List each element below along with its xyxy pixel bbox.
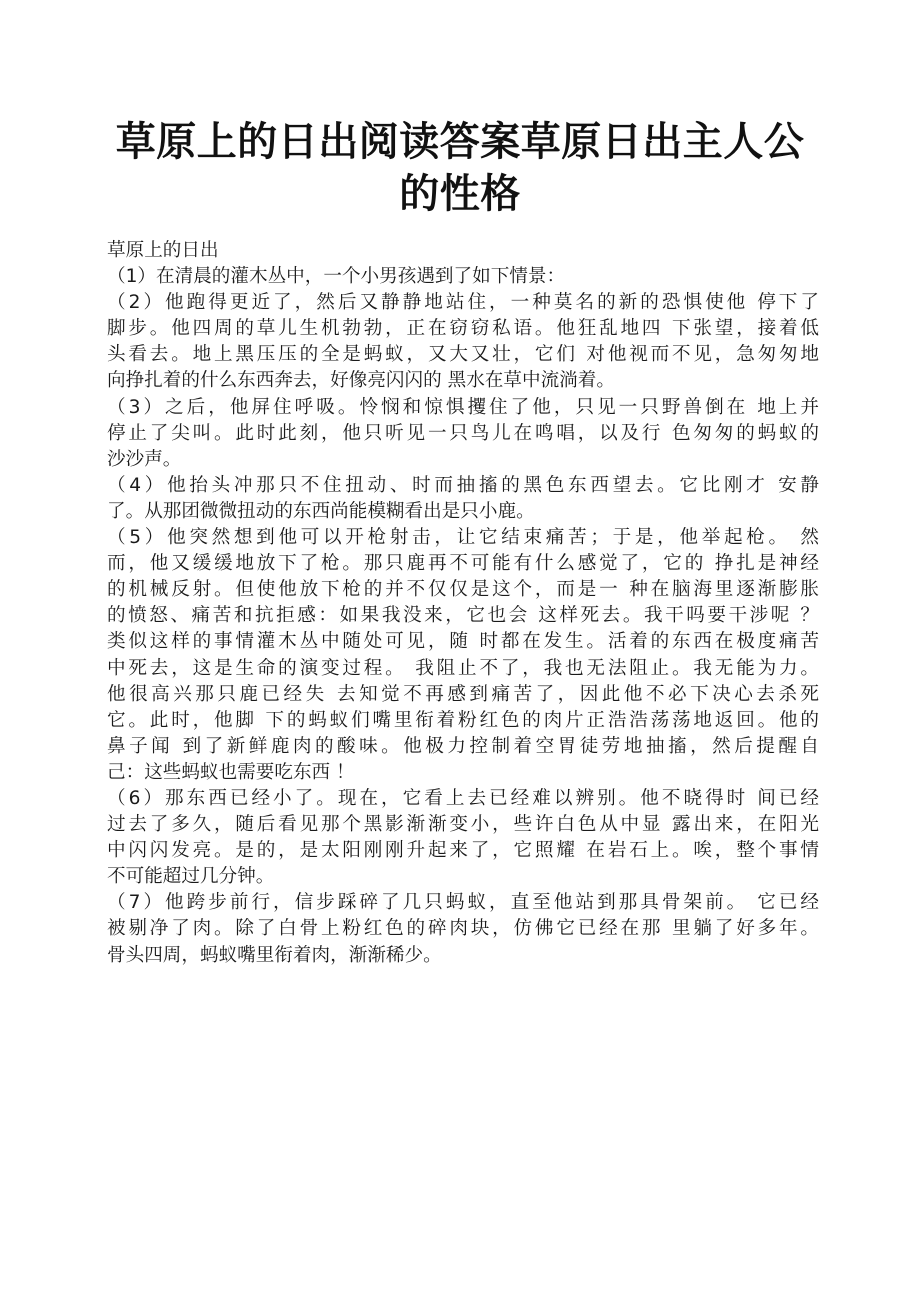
body-line: （2）他跑得更近了，然后又静静地站住，一种莫名的新的恐惧使他 停下了	[107, 292, 819, 314]
body-line: 而，他又缓缓地放下了枪。那只鹿再不可能有什么感觉了，它的 挣扎是神经	[107, 553, 819, 575]
body-line: 中闪闪发亮。是的，是太阳刚刚升起来了，它照耀 在岩石上。唉，整个事情	[107, 840, 819, 862]
body-line: 被剔净了肉。除了白骨上粉红色的碎肉块，仿佛它已经在那 里躺了好多年。	[107, 918, 819, 940]
body-line: 头看去。地上黑压压的全是蚂蚁，又大又壮，它们 对他视而不见，急匆匆地	[107, 344, 819, 366]
body-line: 沙沙声。	[107, 448, 182, 470]
body-line: 向挣扎着的什么东西奔去，好像亮闪闪的 黑水在草中流淌着。	[107, 370, 615, 392]
body-line: 类似这样的事情灌木丛中随处可见，随 时都在发生。活着的东西在极度痛苦	[107, 631, 819, 653]
body-line: 中死去，这是生命的演变过程。 我阻止不了，我也无法阻止。我无能为力。	[107, 657, 819, 679]
body-line: 停止了尖叫。此时此刻，他只听见一只鸟儿在鸣唱，以及行 色匆匆的蚂蚁的	[107, 422, 819, 444]
body-line: （6）那东西已经小了。现在，它看上去已经难以辨别。他不晓得时 间已经	[107, 787, 819, 809]
body-line: （7）他跨步前行，信步踩碎了几只蚂蚁，直至他站到那具骨架前。 它已经	[107, 892, 819, 914]
body-line: 鼻子闻 到了新鲜鹿肉的酸味。他极力控制着空胃徒劳地抽搐，然后提醒自	[107, 735, 819, 757]
body-line: 的机械反射。但使他放下枪的并不仅仅是这个，而是一 种在脑海里逐渐膨胀	[107, 579, 819, 601]
body-line: 了。从那团微微扭动的东西尚能模糊看出是只小鹿。	[107, 500, 535, 522]
document-body	[107, 238, 819, 969]
body-line: （1）在清晨的灌木丛中，一个小男孩遇到了如下情景：	[107, 266, 566, 288]
body-line: 脚步。他四周的草儿生机勃勃，正在窃窃私语。他狂乱地四 下张望，接着低	[107, 318, 819, 340]
body-line: 草原上的日出	[107, 240, 219, 261]
body-line: 过去了多久，随后看见那个黑影渐渐变小，些许白色从中显 露出来，在阳光	[107, 814, 819, 836]
body-line: （4）他抬头冲那只不住扭动、时而抽搐的黑色东西望去。它比刚才 安静	[107, 474, 819, 496]
body-line: 的愤怒、痛苦和抗拒感：如果我没来，它也会 这样死去。我干吗要干涉呢 ？	[107, 605, 819, 627]
body-line: 不可能超过几分钟。	[107, 866, 275, 888]
body-line: 他很高兴那只鹿已经失 去知觉不再感到痛苦了，因此他不必下决心去杀死	[107, 683, 819, 705]
body-line: （3）之后，他屏住呼吸。怜悯和惊惧攫住了他，只见一只野兽倒在 地上并	[107, 396, 819, 418]
body-line: （5）他突然想到他可以开枪射击，让它结束痛苦；于是，他举起枪。 然	[107, 527, 819, 549]
body-line: 骨头四周，蚂蚁嘴里衔着肉，渐渐稀少。	[107, 944, 442, 966]
body-line: 它。此时，他脚 下的蚂蚁们嘴里衔着粉红色的肉片正浩浩荡荡地返回。他的	[107, 709, 819, 731]
body-line: 己：这些蚂蚁也需要吃东西 ！	[107, 761, 355, 783]
document-title: 草原上的日出阅读答案草原日出主人公的性格	[115, 119, 805, 217]
